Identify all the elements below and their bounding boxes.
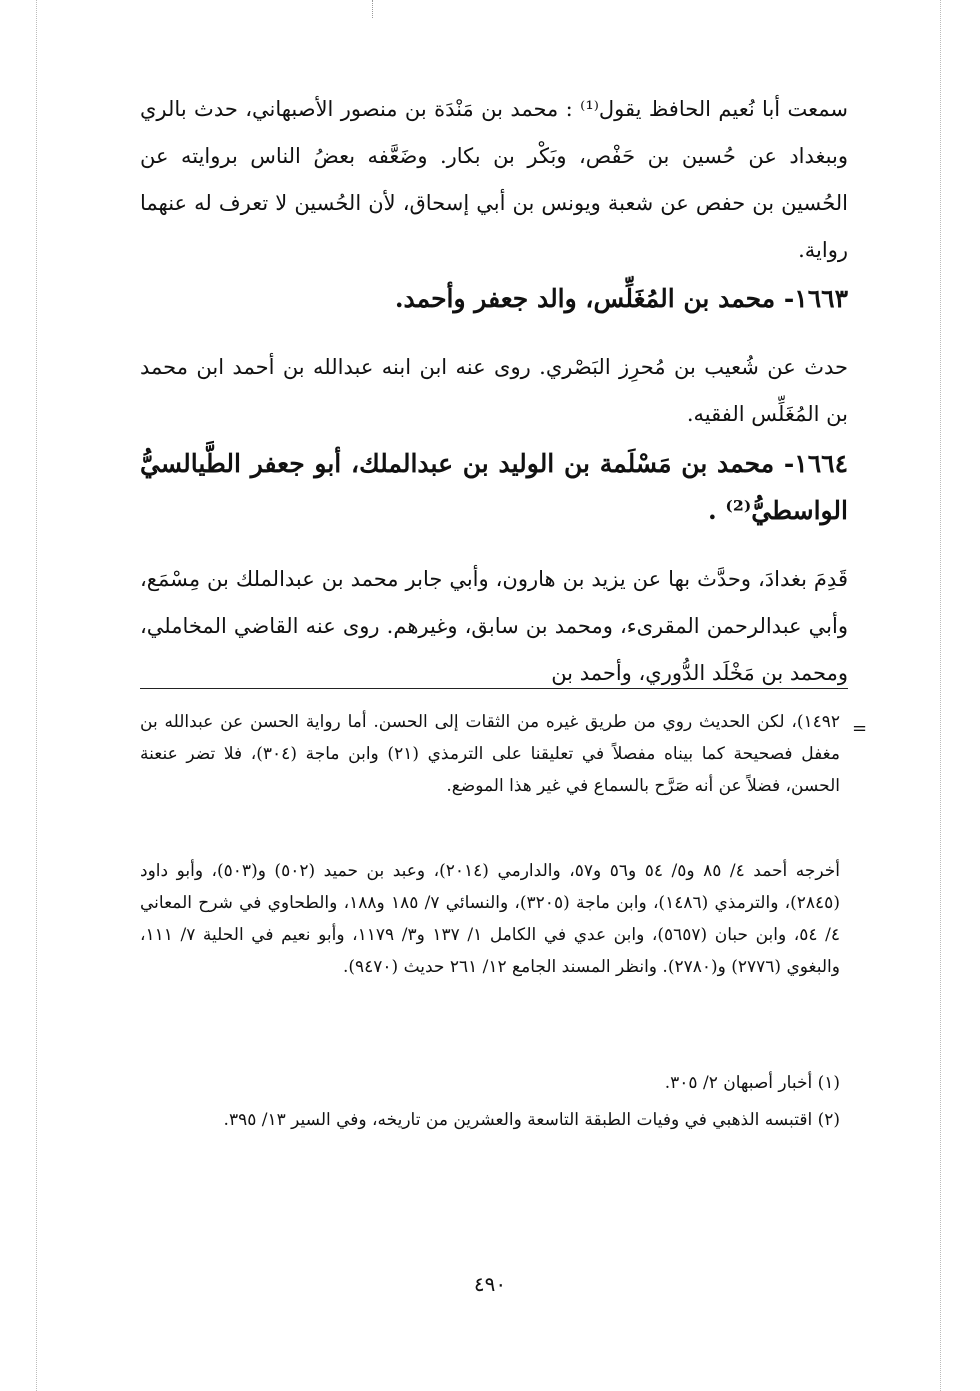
footnote-2 [140, 1104, 840, 1136]
body-text: سمعت أبا نُعيم الحافظ يقول⁽¹⁾ : محمد بن مَنْدَة بن منصور الأصبهاني، حدث بالري وببغداد عن حُسين بن حَفْص، وبَكْر بن بكار. وضَعَّفه بعضُ الناس بروايته عن الحُسين بن حفص عن شعبة ويونس بن أبي إسحاق، لأن الحُسين لا تعرف له عنهما رواية. [140, 97, 848, 262]
scan-mark [372, 0, 373, 18]
body-text: حدث عن شُعيب بن مُحرِز البَصْري. روى عنه ابن ابنه عبدالله بن أحمد ابن محمد بن المُغَلِّس الفقيه. [140, 355, 848, 426]
entry-heading-1663 [140, 275, 848, 322]
continuation-mark: = [852, 718, 868, 739]
footnote-text: (٢) اقتبسه الذهبي في وفيات الطبقة التاسعة والعشرين من تاريخه، وفي السير ١٣/ ٣٩٥. [223, 1110, 840, 1130]
paragraph-1664 [140, 556, 848, 697]
footnote-sources [140, 855, 840, 983]
entry-title: ١٦٦٤- محمد بن مَسْلَمة بن الوليد بن عبدالملك، أبو جعفر الطَّيالسيُّ الواسطيُّ⁽²⁾ . [140, 449, 848, 525]
page-number: ٤٩٠ [473, 1272, 507, 1296]
footnote-text: (١) أخبار أصبهان ٢/ ٣٠٥. [664, 1073, 840, 1093]
body-text: قَدِمَ بغدادَ، وحدَّث بها عن يزيد بن هارون، وأبي جابر محمد بن عبدالملك بن مِسْمَع، وأبي عبدالرحمن المقرىء، ومحمد بن سابق، وغيرهم. روى عنه القاضي المخاملي، ومحمد بن مَخْلَد الدُّوري، وأحمد بن [140, 567, 848, 685]
footnote-1 [140, 1067, 840, 1099]
margin-guide-right [940, 0, 941, 1391]
footnote-text: ١٤٩٢)، لكن الحديث روي من طريق غيره من الثقات إلى الحسن. أما رواية الحسن عن عبدالله بن مغفل فصحيحة كما بيناه مفصلاً في تعليقنا على الترمذي (٢١) وابن ماجة (٣٠٤)، فلا تضر عنعنة الحسن، فضلاً عن أنه صَرَّح بالسماع في غير هذا الموضع. [140, 712, 840, 796]
entry-heading-1664 [140, 440, 848, 534]
paragraph-intro [140, 86, 848, 274]
paragraph-1663 [140, 344, 848, 438]
footnote-text: أخرجه أحمد ٤/ ٨٥ و٥/ ٥٤ و٥٦ و٥٧، والدارمي (٢٠١٤)، وعبد بن حميد (٥٠٢) و(٥٠٣)، وأبو داود (٢٨٤٥)، والترمذي (١٤٨٦)، وابن ماجة (٣٢٠٥)، والنسائي ٧/ ١٨٥ و١٨٨، والطحاوي في شرح المعاني ٤/ ٥٤، وابن حبان (٥٦٥٧)، وابن عدي في الكامل ١/ ١٣٧ و٣/ ١١٧٩، وأبو نعيم في الحلية ٧/ ١١١، والبغوي (٢٧٧٦) و(٢٧٨٠). وانظر المسند الجامع ١٢/ ٢٦١ حديث (٩٤٧٠). [140, 861, 840, 977]
entry-title: ١٦٦٣- محمد بن المُغَلِّس، والد جعفر وأحمد. [394, 284, 848, 313]
footnote-continuation [140, 706, 840, 802]
footnote-separator [140, 688, 848, 689]
margin-guide-left [36, 0, 37, 1391]
